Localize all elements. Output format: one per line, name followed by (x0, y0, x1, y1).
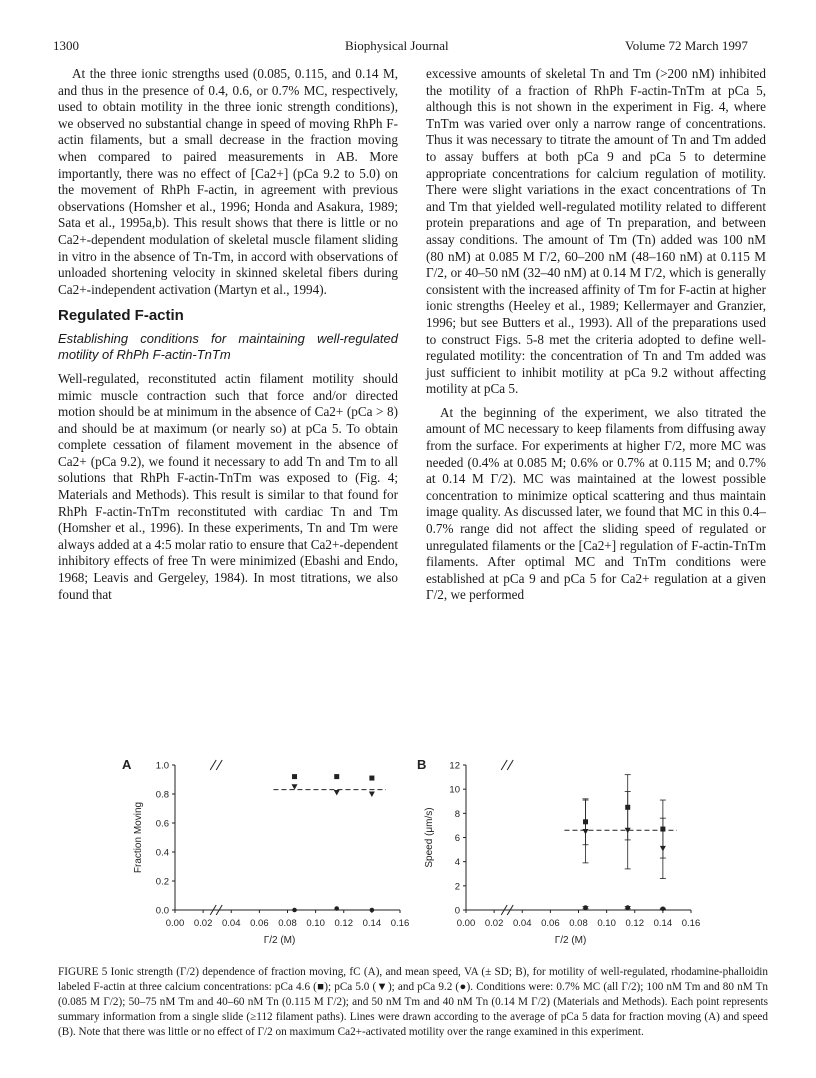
x-axis-label: Γ/2 (M) (554, 935, 587, 946)
x-tick-label: 0.04 (222, 918, 241, 929)
axis-break-mark (216, 760, 222, 770)
x-tick-label: 0.12 (334, 918, 353, 929)
data-point-circle (661, 906, 666, 911)
y-tick-label: 4 (454, 857, 460, 869)
x-tick-label: 0.12 (625, 918, 644, 929)
y-axis-label: Speed (μm/s) (424, 807, 435, 868)
y-tick-label: 1.0 (155, 760, 169, 772)
y-axis-label: Fraction Moving (133, 801, 144, 874)
section-title: Regulated F-actin (58, 307, 184, 325)
x-tick-label: 0.04 (513, 918, 532, 929)
x-axis-label: Γ/2 (M) (263, 935, 296, 946)
data-point-square (292, 774, 297, 779)
paragraph: At the beginning of the experiment, we also titrated the amount of MC necessary to keep filaments from diffusing away from the surface. For experiments at higher Γ/2, more MC was needed (0.4% at 0.085 M; 0.6% or 0.7% at 0.115 M; and 0.7% at 0.14 M Γ/2). MC was maintained at the lowest possible concentration to minimize optical scattering and thus maintain image quality. As discussed later, we found that MC in this 0.4–0.7% range did not affect the sliding speed of regulated or unregulated filaments or the [Ca2+] regulation of F-actin-TnTm filaments. After optimal MC and TnTm conditions were established at pCa 9 and pCa 5 for Ca2+ regulation at a given Γ/2, we performed (426, 404, 766, 603)
x-tick-label: 0.08 (278, 918, 297, 929)
y-tick-label: 12 (449, 760, 460, 772)
journal-name: Biophysical Journal (345, 38, 449, 53)
data-point-square (369, 776, 374, 781)
subsection-title: Establishing conditions for maintaining well-regulated motility of RhPh F-actin-TnTm (58, 330, 398, 362)
y-tick-label: 0.4 (155, 847, 169, 859)
figure-caption: FIGURE 5 Ionic strength (Γ/2) dependence of fraction moving, fC (A), and mean speed, VA (± SD; B), for motility of well-regulated, rhodamine-phalloidin labeled F-actin at three calcium concentrations: pCa 4.6 (■); pCa 5.0 (▼); and pCa 9.2 (●). Conditions were: 0.7% MC (all Γ/2); 100 nM Tm and 80 nM Tn (0.085 M Γ/2); 50–75 nM Tm and 40–60 nM Tn (0.115 M Γ/2); and 50 nM Tm and 40 nM Tn (0.14 M Γ/2) (Materials and Methods). Each point represents summary information from a single slide (≥112 filament paths). Lines were drawn according to the average of pCa 5 data for fraction moving (A) and speed (B). Note that there was little or no effect of Γ/2 on maximum Ca2+-activated motility over the range examined in this experiment. (58, 966, 768, 1038)
paragraph: At the three ionic strengths used (0.085, 0.115, and 0.14 M, and thus in the presence of 0.4, 0.6, or 0.7% MC, respectively, used to obtain motility in the three ionic strength conditions), we observed no substantial change in speed of moving RhPh F-actin filaments, but a small decrease in the fraction moving when compared to paired measurements in AB. More importantly, there was no effect of [Ca2+] (pCa 9.2 to 5.0) on the movement of RhPh F-actin, in agreement with previous observations (Homsher et al., 1996; Honda and Asakura, 1989; Sata et al., 1995a,b). This result shows that there is little or no Ca2+-dependent modulation of skeletal muscle filament sliding in vitro in the absence of Tn-Tm, in accord with observations of unloaded shortening velocity in skinned skeletal fibers during Ca2+-independent activation (Martyn et al., 1994). (58, 66, 398, 297)
data-point-triangle (660, 846, 666, 852)
data-point-triangle (369, 792, 375, 798)
y-tick-label: 10 (449, 784, 460, 796)
y-tick-label: 8 (454, 808, 460, 820)
x-tick-label: 0.14 (362, 918, 382, 929)
x-tick-label: 0.00 (456, 918, 476, 929)
x-tick-label: 0.02 (193, 918, 213, 929)
data-point-circle (292, 908, 297, 913)
x-tick-label: 0.02 (484, 918, 504, 929)
data-point-circle (625, 905, 630, 910)
page-number: 1300 (53, 38, 79, 53)
figure-5b-chart (408, 752, 708, 952)
axis-break-mark (507, 760, 513, 770)
data-point-square (334, 774, 339, 779)
data-point-triangle (334, 790, 340, 796)
y-tick-label: 0 (454, 905, 460, 917)
x-tick-label: 0.14 (653, 918, 673, 929)
x-tick-label: 0.16 (681, 918, 701, 929)
axis-break-mark (210, 760, 216, 770)
data-point-triangle (292, 784, 298, 790)
y-tick-label: 0.6 (155, 818, 169, 830)
y-tick-label: 6 (454, 833, 460, 844)
left-column (58, 66, 398, 610)
paragraph: Well-regulated, reconstituted actin filament motility should mimic muscle contraction such that force and/or directed motion should be at minimum in the absence of Ca2+ (pCa > 8) and should be at maximum (or nearly so) at pCa 5. To obtain complete cessation of filament movement in the absence of Ca2+ (pCa 9.2), we found it necessary to add Tn and Tm to all solutions that RhPh F-actin-TnTm was exposed to (Fig. 4; Materials and Methods). This result is similar to that found for RhPh F-actin-TnTm reconstituted with cardiac Tn and Tm (Homsher et al., 1996). In these experiments, Tn and Tm were always added at a 4:5 molar ratio to ensure that Ca2+-dependent inhibitory effects of free Tn were minimized (Ebashi and Endo, 1968; Leavis and Gergeley, 1984). In most titrations, we also found that (58, 370, 398, 602)
x-tick-label: 0.06 (541, 918, 560, 929)
panel-label: A (122, 757, 132, 772)
x-tick-label: 0.10 (597, 918, 616, 929)
y-tick-label: 0.2 (155, 876, 169, 888)
volume-info: Volume 72 March 1997 (625, 38, 748, 53)
data-point-circle (583, 905, 588, 910)
axis-break-mark (501, 760, 507, 770)
y-tick-label: 0.8 (155, 789, 169, 801)
data-point-circle (334, 906, 339, 911)
x-tick-label: 0.16 (390, 918, 410, 929)
x-tick-label: 0.08 (569, 918, 588, 929)
y-tick-label: 2 (454, 881, 460, 893)
x-tick-label: 0.10 (306, 918, 325, 929)
data-point-circle (370, 908, 375, 913)
panel-label: B (417, 757, 427, 772)
data-point-triangle (583, 829, 589, 835)
x-tick-label: 0.06 (250, 918, 269, 929)
paragraph: excessive amounts of skeletal Tn and Tm (>200 nM) inhibited the motility of a fraction of RhPh F-actin-TnTm at pCa 5, although this is not shown in the experiment in Fig. 4, where TnTm was varied over only a narrow range of concentrations. Thus it was necessary to titrate the amount of Tn and Tm added to assay buffers at both pCa 9 and pCa 5 to determine appropriate concentrations for calcium regulation of motility. There were slight variations in the exact concentrations of Tn and Tm that yielded well-regulated motility related to different protein preparations and age of Tn preparation, and between assay conditions. The amount of Tm (Tn) added was 100 nM (80 nM) at 0.085 M Γ/2, 60–200 nM (48–160 nM) at 0.115 M Γ/2, or 40–50 nM (32–40 nM) at 0.14 M Γ/2, which is generally consistent with the increased affinity of Tm for F-actin at higher ionic strengths (Heeley et al., 1989; Kellermayer and Granzier, 1996; but see Butters et al., 1993). All of the preparations used to construct Figs. 5-8 met the criteria adopted to define well-regulated motility: the concentration of Tn and Tm added was just sufficient to inhibit motility at pCa 9.2 without affecting motility at pCa 5. (426, 66, 766, 397)
y-tick-label: 0.0 (155, 905, 169, 917)
figure-5a-chart (110, 752, 420, 952)
right-column (426, 66, 766, 611)
x-tick-label: 0.00 (165, 918, 185, 929)
